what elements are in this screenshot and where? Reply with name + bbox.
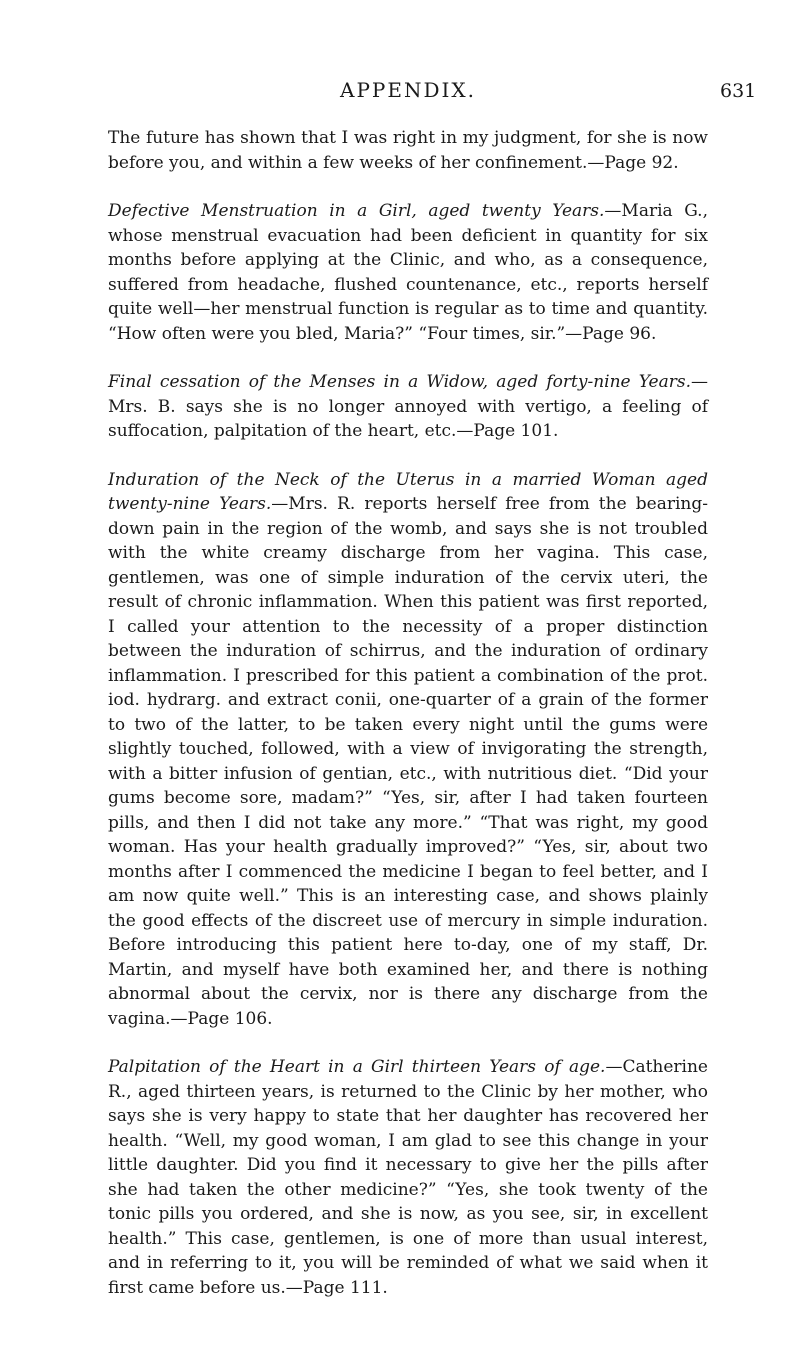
paragraph bbox=[108, 1055, 708, 1300]
page-number: 631 bbox=[720, 80, 757, 102]
case-title: Induration of the Neck of the Uterus in a married Woman aged twenty-nine Years. bbox=[108, 469, 708, 514]
paragraph-text: —Mrs. R. reports herself free from the bearing-down pain in the region of the womb, and says she is not troubled with the white creamy discharge from her vagina. This case, gentlemen, was one of simple induration of the cervix uteri, the result of chronic inflammation. When this patient was first reported, I called your attention to the necessity of a proper distinction between the induration of schirrus, and the induration of ordinary inflammation. I prescribed for this patient a combination of the prot. iod. hydrarg. and extract conii, one-quarter of a grain of the former to two of the latter, to be taken every night until the gums were slightly touched, followed, with a view of invigorating the strength, with a bitter infusion of gentian, etc., with nutritious diet. “Did your gums become sore, madam?” “Yes, sir, after I had taken fourteen pills, and then I did not take any more.” “That was right, my good woman. Has your health gradually improved?” “Yes, sir, about two months after I commenced the medicine I began to feel better, and I am now quite well.” This is an interesting case, and shows plainly the good effects of the discreet use of mercury in simple induration. Before introducing this patient here to-day, one of my staff, Dr. Martin, and myself have both examined her, and there is nothing abnormal about the cervix, nor is there any discharge from the vagina.—Page 106. bbox=[108, 494, 708, 1029]
case-title: Defective Menstruation in a Girl, aged twenty Years. bbox=[108, 201, 605, 221]
case-title: Palpitation of the Heart in a Girl thirteen Years of age. bbox=[108, 1057, 606, 1077]
paragraph-text: —Maria G., whose menstrual evacuation had been deficient in quantity for six months before applying at the Clinic, and who, as a consequence, suffered from headache, flushed countenance, etc., reports herself quite well—her menstrual function is regular as to time and quantity. “How often were you bled, Maria?” “Four times, sir.”—Page 96. bbox=[108, 201, 708, 344]
running-title: APPENDIX. bbox=[340, 78, 476, 102]
paragraph bbox=[108, 126, 708, 175]
paragraph-text: The future has shown that I was right in my judgment, for she is now before you, and within a few weeks of her confinement.—Page 92. bbox=[108, 128, 708, 173]
paragraph-text: —Catherine R., aged thirteen years, is returned to the Clinic by her mother, who says she is very happy to state that her daughter has recovered her health. “Well, my good woman, I am glad to see this change in your little daughter. Did you find it necessary to give her the pills after she had taken the other medicine?” “Yes, she took twenty of the tonic pills you ordered, and she is now, as you see, sir, in excellent health.” This case, gentlemen, is one of more than usual interest, and in referring to it, you will be reminded of what we said when it first came before us.—Page 111. bbox=[108, 1057, 708, 1298]
running-head bbox=[0, 78, 800, 108]
paragraph-text: —Mrs. B. says she is no longer annoyed with vertigo, a feeling of suffocation, palpitation of the heart, etc.—Page 101. bbox=[108, 372, 708, 441]
paragraph bbox=[108, 370, 708, 444]
body-text bbox=[108, 126, 708, 1324]
paragraph bbox=[108, 468, 708, 1032]
case-title: Final cessation of the Menses in a Widow, aged forty-nine Years. bbox=[108, 372, 691, 392]
paragraph bbox=[108, 199, 708, 346]
